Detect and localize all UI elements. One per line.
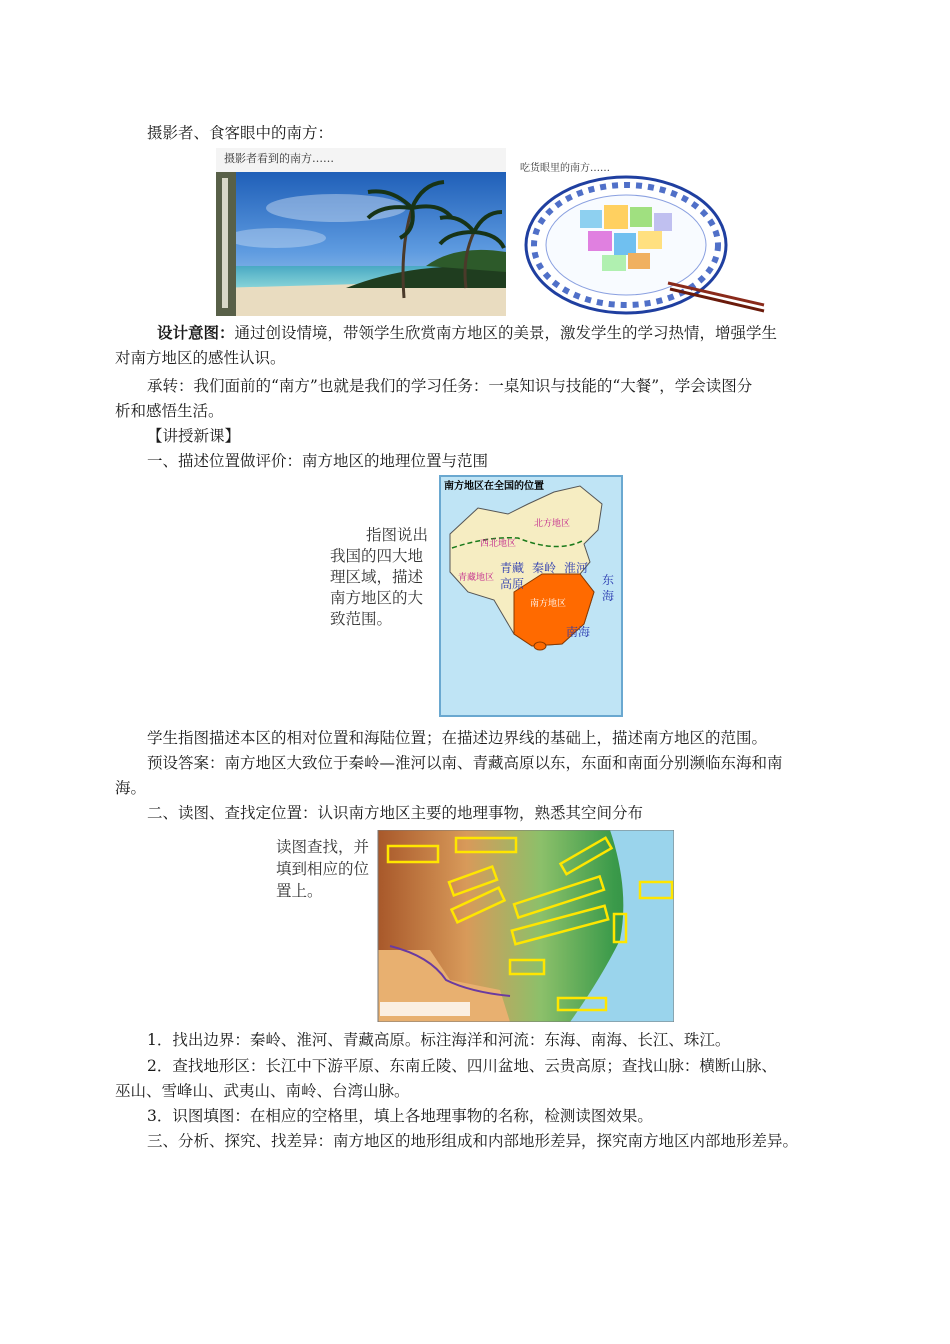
- part1-title: 一、描述位置做评价：南方地区的地理位置与范围: [147, 452, 489, 470]
- map1-region-north: 北方地区: [534, 519, 571, 529]
- item-2-line-1: 2．查找地形区：长江中下游平原、东南丘陵、四川盆地、云贵高原；查找山脉：横断山脉、: [147, 1057, 777, 1075]
- map1-region-qingzang: 青藏地区: [458, 573, 495, 583]
- map1-label-dong: 东: [602, 573, 615, 587]
- map2-prompt-2: 填到相应的位: [276, 860, 370, 878]
- part1-description: 学生指图描述本区的相对位置和海陆位置；在描述边界线的基础上，描述南方地区的范围。: [147, 729, 768, 747]
- map2-prompt-3: 置上。: [276, 882, 323, 900]
- part1-answer-line-1: 预设答案：南方地区大致位于秦岭—淮河以南、青藏高原以东，东面和南面分别濒临东海和南: [147, 754, 783, 772]
- map1-region-south: 南方地区: [530, 599, 567, 609]
- beach-photo: [216, 148, 506, 316]
- design-intent-line-1: [157, 320, 777, 346]
- map1-label-qinling: 秦岭: [532, 561, 557, 575]
- map1-label-huaihe: 淮河: [564, 561, 589, 575]
- map1-label-hai: 海: [602, 589, 615, 603]
- map1-title: 南方地区在全国的位置: [444, 481, 544, 492]
- part3-title: 三、分析、探究、找差异：南方地区的地形组成和内部地形差异，探究南方地区内部地形差异。: [147, 1132, 799, 1150]
- transition-line-2: 析和感悟生活。: [115, 402, 224, 420]
- item-1: 1．找出边界：秦岭、淮河、青藏高原。标注海洋和河流：东海、南海、长江、珠江。: [147, 1031, 731, 1049]
- map1-prompt-2: 我国的四大地: [330, 547, 424, 565]
- china-regions-map: [318, 474, 624, 718]
- map1-prompt-5: 致范围。: [330, 610, 393, 628]
- map1-prompt-1: 指图说出: [366, 526, 429, 544]
- part2-title: 二、读图、查找定位置：认识南方地区主要的地理事物，熟悉其空间分布: [147, 804, 644, 822]
- map1-prompt-3: 理区域，描述: [330, 568, 424, 586]
- map2-prompt-1: 读图查找，并: [276, 838, 370, 856]
- transition-line-1: 承转：我们面前的“南方”也就是我们的学习任务：一桌知识与技能的“大餐”，学会读图分: [147, 377, 753, 395]
- item-2-line-2: 巫山、雪峰山、武夷山、南岭、台湾山脉。: [115, 1082, 410, 1100]
- photo-caption: 摄影者看到的南方……: [224, 152, 334, 165]
- map1-label-gaoyuan: 高原: [500, 577, 525, 591]
- item-3: 3．识图填图：在相应的空格里，填上各地理事物的名称，检测读图效果。: [147, 1107, 653, 1125]
- terrain-map: [270, 830, 674, 1022]
- plate-image: [518, 155, 768, 315]
- map1-label-nanhai: 南海: [566, 625, 591, 639]
- map1-region-northwest: 西北地区: [480, 539, 517, 549]
- section-heading: 【讲授新课】: [147, 427, 241, 445]
- map1-label-qingzang: 青藏: [500, 561, 525, 575]
- part1-answer-line-2: 海。: [115, 779, 147, 797]
- design-intent-text: 通过创设情境，带领学生欣赏南方地区的美景，激发学生的学习热情，增强学生: [234, 324, 778, 342]
- design-intent-line-2: 对南方地区的感性认识。: [115, 349, 286, 367]
- intro-text: 摄影者、食客眼中的南方：: [147, 124, 334, 142]
- plate-caption: 吃货眼里的南方……: [520, 163, 610, 174]
- map1-prompt-4: 南方地区的大: [330, 589, 424, 607]
- design-intent-label: 设计意图：: [157, 323, 235, 342]
